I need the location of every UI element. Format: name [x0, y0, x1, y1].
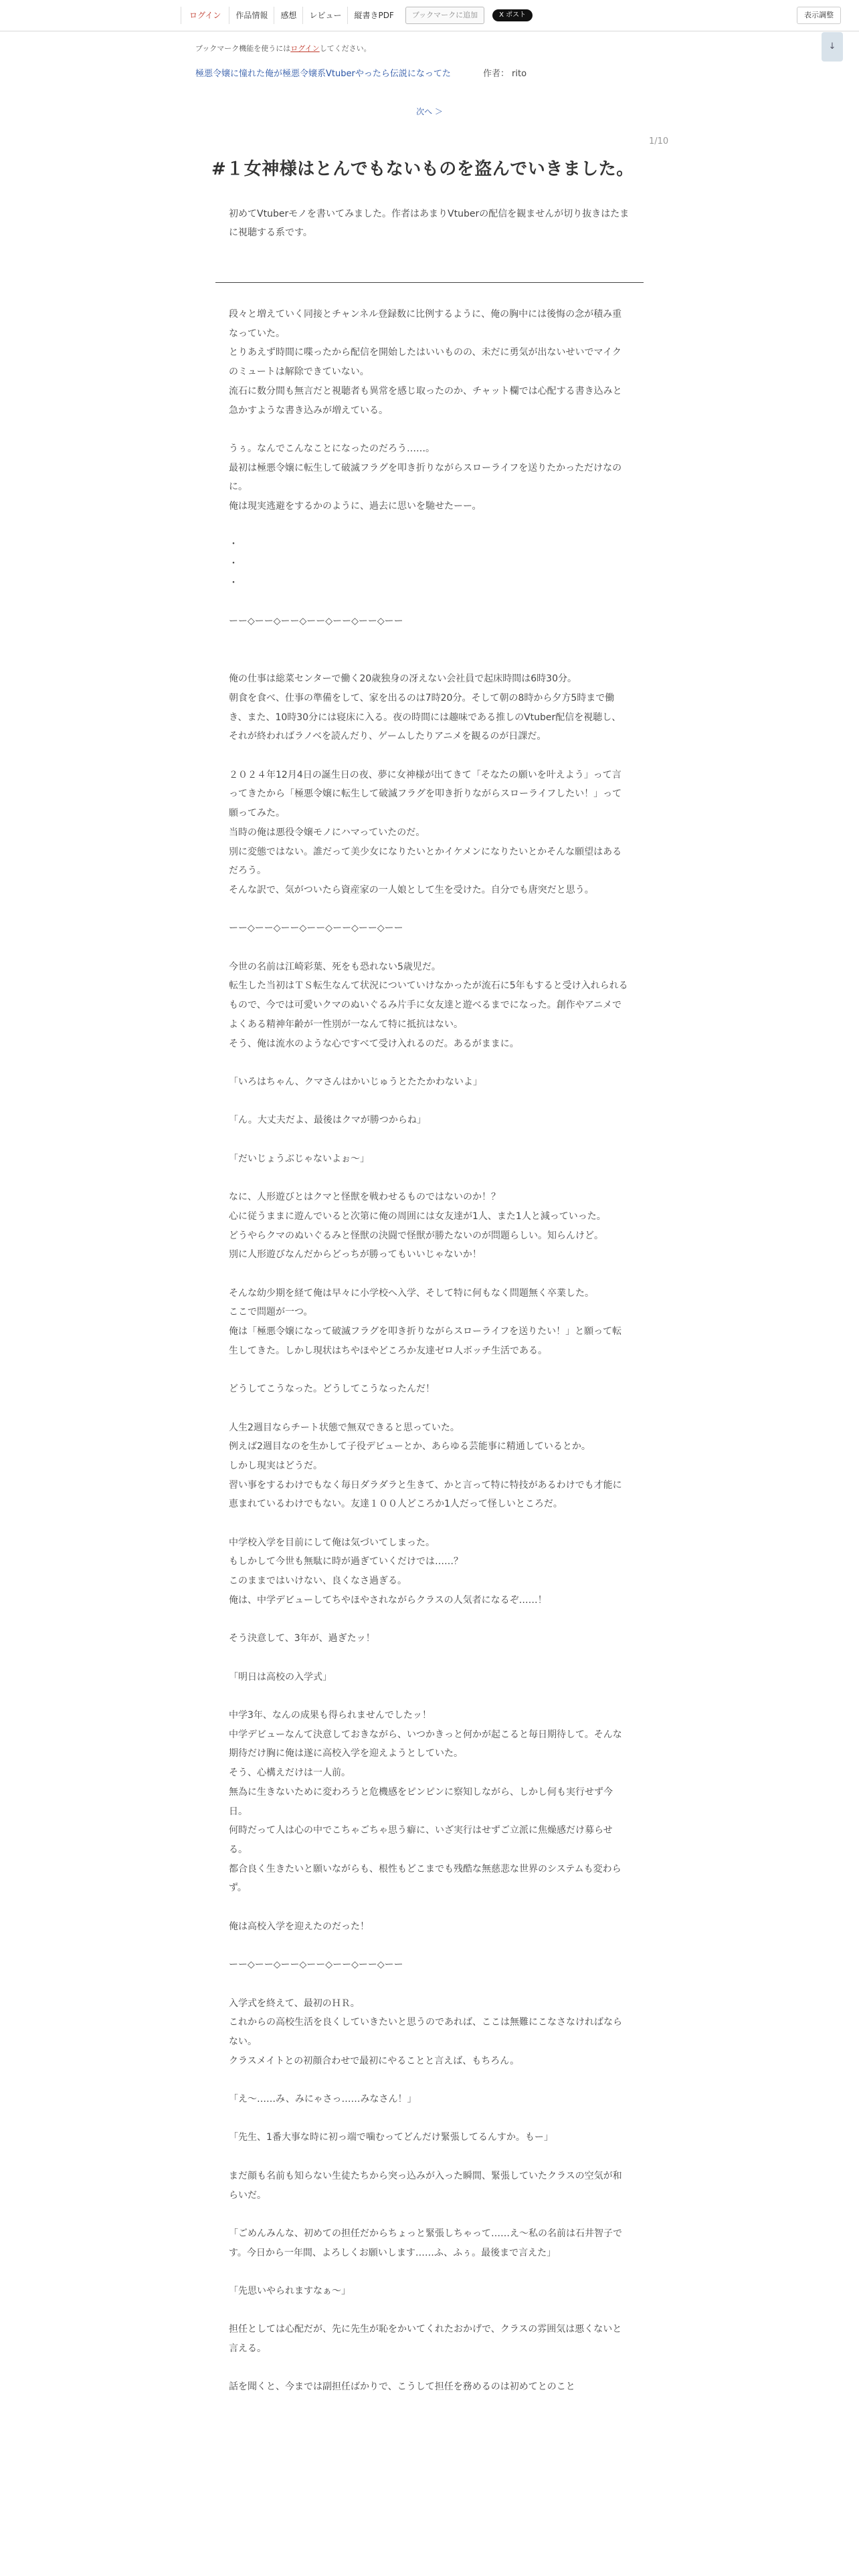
- body-paragraph: [229, 1092, 630, 1111]
- nav-work-info[interactable]: 作品情報: [229, 7, 274, 24]
- body-paragraph: [229, 593, 630, 613]
- body-paragraph: そう決意して、3年が、過ぎたッ！: [229, 1633, 375, 1644]
- body-paragraph: なに、人形遊びとはクマと怪獣を戦わせるものではないのか！？: [229, 1192, 500, 1203]
- body-paragraph: 習い事をするわけでもなく毎日ダラダラと生きて、かと言って特に特技があるわけでも才能に恵まれているわけでもない。友達１００人どころか1人だって怪しいところだ。: [229, 1479, 622, 1510]
- x-post-button[interactable]: X ポスト: [492, 9, 533, 21]
- body-paragraph: [229, 420, 630, 439]
- nav-reviews[interactable]: レビュー: [302, 7, 347, 24]
- body-paragraph: 「ん。大丈夫だよ、最後はクマが勝つからね」: [229, 1115, 426, 1126]
- body-paragraph: 都合良く生きたいと願いながらも、根性もどこまでも残酷な無慈悲な世界のシステムも変わらず。: [229, 1863, 622, 1894]
- body-paragraph: 俺は現実逃避をするかのように、過去に思いを馳せたーー。: [229, 501, 482, 512]
- body-paragraph: ここで問題が一つ。: [229, 1307, 313, 1318]
- body-paragraph: ・: [229, 577, 238, 588]
- body-paragraph: どうしてこうなった。どうしてこうなったんだ！: [229, 1384, 435, 1395]
- body-paragraph: 転生した当初はＴＳ転生なんて状況についていけなかったが流石に5年もすると受け入れられるもので、今では可愛いクマのぬいぐるみ片手に女友達と遊べるまでになった。創作やアニメでよくある精神年齢が一性別が一なんて特に抵抗はない。: [229, 980, 628, 1030]
- body-paragraph: [229, 1053, 630, 1073]
- notice-prefix: ブックマーク機能を使うには: [195, 44, 291, 53]
- series-title-link[interactable]: 極悪令嬢に憧れた俺が極悪令嬢系Vtuberやったら伝説になってた: [195, 69, 451, 79]
- nav-impressions[interactable]: 感想: [274, 7, 302, 24]
- body-paragraph: 当時の俺は悪役令嬢モノにハマっていたのだ。: [229, 827, 425, 838]
- body-paragraph: そんな訳で、気がついたら資産家の一人娘として生を受けた。自分でも唐突だと思う。: [229, 885, 594, 895]
- body-paragraph: 今世の名前は江崎彩葉、死をも恐れない5歳児だ。: [229, 961, 441, 972]
- body-paragraph: このままではいけない、良くなさ過ぎる。: [229, 1576, 407, 1587]
- top-nav: [181, 7, 533, 24]
- chapter-preface: [229, 205, 630, 242]
- scroll-down-button[interactable]: [822, 32, 843, 62]
- body-paragraph: [229, 631, 630, 651]
- body-paragraph: [229, 938, 630, 958]
- body-paragraph: これからの高校生活を良くしていきたいと思うのであれば、ここは無難にこなさなければならない。: [229, 2017, 622, 2047]
- body-paragraph: [229, 2109, 630, 2129]
- body-paragraph: 俺の仕事は総菜センターで働く20歳独身の冴えない会社員で起床時間は6時30分。: [229, 673, 577, 685]
- body-paragraph: 「ごめんみんな、初めての担任だからちょっと緊張しちゃって……え〜私の名前は石井智子です。今日から一年間、よろしくお願いします……ふ、ふぅ。最後まで言えた」: [229, 2228, 622, 2258]
- body-paragraph: [229, 1130, 630, 1150]
- preface-paragraph: 初めてVtuberモノを書いてみました。作者はあまりVtuberの配信を観ませんが切り抜きはたまに視聴する系です。: [229, 209, 630, 238]
- notice-suffix: してください。: [319, 44, 371, 53]
- body-paragraph: [229, 1360, 630, 1380]
- author-name[interactable]: rito: [512, 69, 527, 79]
- body-paragraph: [229, 2262, 630, 2282]
- body-paragraph: [229, 2205, 630, 2224]
- author-info: [483, 66, 527, 79]
- body-paragraph: 「先生、1番大事な時に初っ端で噛むってどんだけ緊張してるんすか。もー」: [229, 2132, 553, 2143]
- notice-login-link[interactable]: ログイン: [290, 44, 320, 53]
- body-paragraph: 担任としては心配だが、先に先生が恥をかいてくれたおかげで、クラスの雰囲気は悪くないと言える。: [229, 2324, 622, 2355]
- body-paragraph: 中学校入学を目前にして俺は気づいてしまった。: [229, 1537, 435, 1548]
- body-paragraph: ーー◇ーー◇ーー◇ーー◇ーー◇ーー◇ーー: [229, 616, 403, 627]
- page-number: 1/10: [649, 136, 669, 146]
- body-paragraph: クラスメイトとの初顔合わせで最初にやることと言えば、もちろん。: [229, 2055, 520, 2066]
- body-paragraph: 何時だって人は心の中でこちゃごちゃ思う癖に、いざ実行はせずご立派に焦燥感だけ募らせる。: [229, 1825, 613, 1855]
- body-paragraph: 心に従うままに遊んでいると次第に俺の周囲には女友達が1人、また1人と減っていった。: [229, 1210, 606, 1222]
- body-paragraph: 入学式を終えて、最初のＨＲ。: [229, 1998, 360, 2009]
- body-paragraph: そんな幼少期を経て俺は早々に小学校へ入学、そして特に何もなく問題無く卒業した。: [229, 1287, 594, 1299]
- login-link[interactable]: ログイン: [181, 7, 229, 24]
- body-paragraph: 俺は「極悪令嬢になって破滅フラグを叩き折りながらスローライフを送りたい！」と願って転生してきた。しかし現状はちやほやどころか友達ゼロ人ボッチ生活である。: [229, 1326, 622, 1356]
- body-paragraph: どうやらクマのぬいぐるみと怪獣の決闘で怪獣が勝たないのが問題らしい。知らんけど。: [229, 1230, 603, 1241]
- body-paragraph: 「え〜……み、みにゃさっ……みなさん！」: [229, 2094, 417, 2105]
- arrow-down-icon: ↓: [828, 41, 836, 51]
- body-paragraph: 別に人形遊びなんだからどっちが勝ってもいいじゃないか！: [229, 1249, 482, 1261]
- body-paragraph: 流石に数分間も無言だと視聴者も異常を感じ取ったのか、チャット欄では心配する書き込みと急かすような書き込みが増えている。: [229, 385, 622, 416]
- body-paragraph: 最初は極悪令嬢に転生して破滅フラグを叩き折りながらスローライフを送りたかっただけなのに。: [229, 462, 622, 493]
- body-paragraph: [229, 516, 630, 536]
- body-paragraph: 「先思いやられますなぁ〜」: [229, 2286, 351, 2296]
- body-paragraph: [229, 1687, 630, 1706]
- next-page-link[interactable]: 次へ ＞: [416, 107, 443, 116]
- nav-vertical-pdf[interactable]: 縦書きPDF: [347, 7, 399, 24]
- body-paragraph: ２０２４年12月4日の誕生日の夜、夢に女神様が出てきて「そなたの願いを叶えよう」って言ってきたから「極悪令嬢に転生して破滅フラグを叩き折りながらスローライフしたい！」って願ってみた。: [229, 769, 622, 819]
- body-paragraph: [229, 1168, 630, 1188]
- bookmark-button[interactable]: ブックマークに追加: [405, 7, 484, 24]
- body-paragraph: 朝食を食べ、仕事の準備をして、家を出るのは7時20分。そして朝の8時から夕方5時まで働き、また、10時30分には寝床に入る。夜の時間には趣味である推しのVtuber配信を視聴し、それが終わればラノベを読んだり、ゲームしたりアニメを観るのが日課だ。: [229, 692, 622, 742]
- body-paragraph: 例えば2週目なのを生かして子役デビューとか、あらゆる芸能事に精通しているとか。: [229, 1441, 591, 1453]
- body-paragraph: [229, 746, 630, 766]
- body-paragraph: 段々と増えていく同接とチャンネル登録数に比例するように、俺の胸中には後悔の念が積み重なっていた。: [229, 309, 622, 339]
- body-paragraph: 無為に生きないために変わろうと危機感をピンピンに察知しながら、しかし何も実行せず今日。: [229, 1786, 613, 1817]
- body-paragraph: [229, 1265, 630, 1284]
- body-paragraph: ーー◇ーー◇ーー◇ーー◇ーー◇ーー◇ーー: [229, 1959, 403, 1971]
- body-paragraph: [229, 1936, 630, 1955]
- body-paragraph: 俺は、中学デビューしてちやほやされながらクラスの人気者になるぞ……！: [229, 1594, 547, 1606]
- author-label: 作者：: [483, 69, 510, 79]
- body-paragraph: とりあえず時間に喋ったから配信を開始したはいいものの、未だに勇気が出ないせいでマイクのミュートは解除できていない。: [229, 347, 622, 378]
- body-paragraph: 「だいじょうぶじゃないよぉ〜」: [229, 1153, 369, 1164]
- body-paragraph: 俺は高校入学を迎えたのだった！: [229, 1921, 369, 1932]
- body-paragraph: [229, 900, 630, 920]
- body-paragraph: そう、心構えだけは一人前。: [229, 1767, 351, 1779]
- top-navigation-bar: [0, 0, 859, 31]
- body-paragraph: 「いろはちゃん、クマさんはかいじゅうとたたかわないよ」: [229, 1076, 482, 1087]
- body-paragraph: [229, 1399, 630, 1418]
- body-paragraph: うぅ。なんでこんなことになったのだろう……。: [229, 443, 435, 454]
- body-paragraph: まだ顔も名前も知らない生徒たちから突っ込みが入った瞬間、緊張していたクラスの空気が和らいだ。: [229, 2170, 622, 2201]
- body-paragraph: [229, 651, 630, 670]
- body-paragraph: 人生2週目ならチート状態で無双できると思っていた。: [229, 1422, 460, 1433]
- body-paragraph: しかし現実はどうだ。: [229, 1460, 322, 1471]
- body-paragraph: 中学デビューなんて決意しておきながら、いつかきっと何かが起こると毎日期待して。そんな期待だけ胸に俺は遂に高校入学を迎えようとしていた。: [229, 1729, 622, 1759]
- body-paragraph: [229, 2070, 630, 2090]
- chapter-body: [229, 305, 630, 2397]
- body-paragraph: [229, 2147, 630, 2167]
- body-paragraph: [229, 1975, 630, 1994]
- body-paragraph: もしかして今世も無駄に時が過ぎていくだけでは……？: [229, 1556, 463, 1568]
- body-paragraph: 「明日は高校の入学式」: [229, 1671, 332, 1683]
- body-paragraph: 中学3年、なんの成果も得られませんでしたッ！: [229, 1710, 432, 1721]
- body-paragraph: そう、俺は流水のような心ですべて受け入れるのだ。あるがままに。: [229, 1038, 519, 1049]
- body-paragraph: [229, 2359, 630, 2378]
- body-paragraph: 別に変態ではない。誰だって美少女になりたいとかイケメンになりたいとかそんな願望はあるだろう。: [229, 846, 622, 877]
- body-paragraph: [229, 1898, 630, 1917]
- display-settings-button[interactable]: 表示調整: [797, 7, 841, 24]
- body-paragraph: [229, 1514, 630, 1533]
- body-paragraph: ・: [229, 558, 238, 570]
- bookmark-notice: [195, 43, 371, 53]
- body-paragraph: [229, 1610, 630, 1630]
- body-paragraph: ーー◇ーー◇ーー◇ーー◇ーー◇ーー◇ーー: [229, 923, 403, 934]
- body-paragraph: 話を聞くと、今までは副担任ばかりで、こうして担任を務めるのは初めてとのこと: [229, 2381, 575, 2393]
- chapter-title: #１女神様はとんでもないものを盗んでいきました。: [211, 159, 634, 179]
- preface-divider: [215, 282, 644, 283]
- body-paragraph: [229, 2301, 630, 2321]
- body-paragraph: ・: [229, 539, 238, 550]
- body-paragraph: [229, 1648, 630, 1668]
